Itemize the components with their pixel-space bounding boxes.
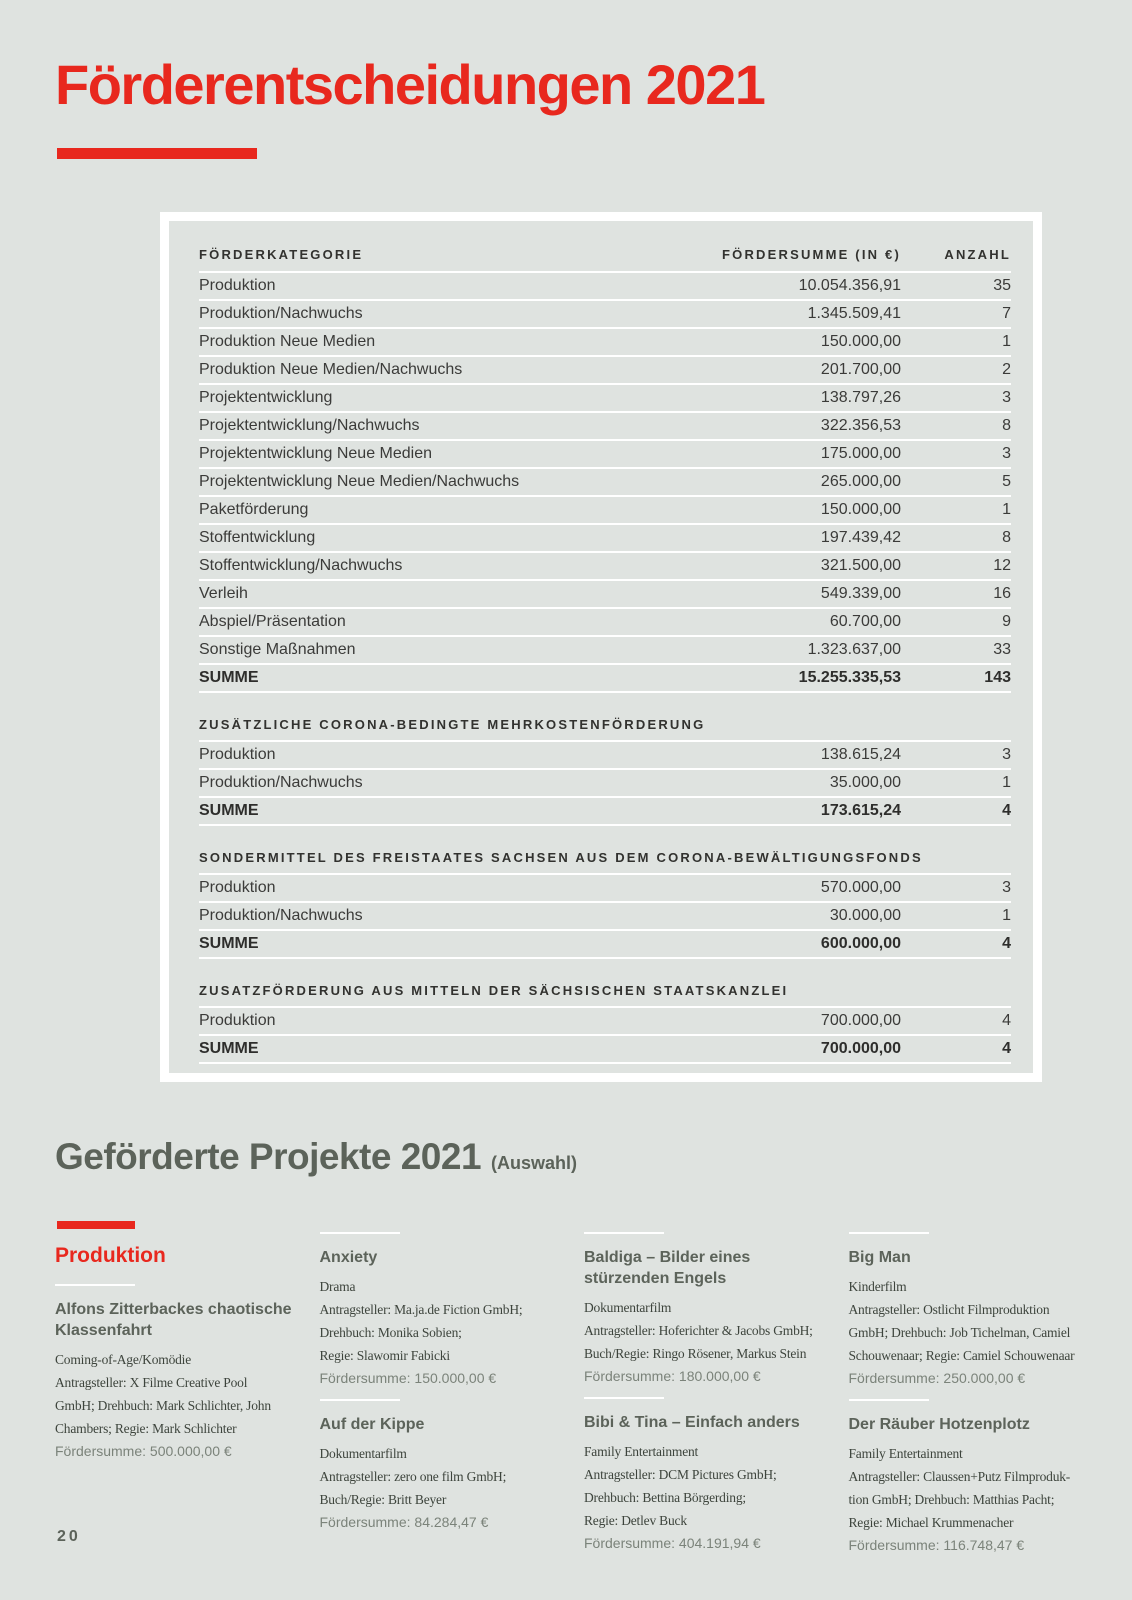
project-title-line: Bibi & Tina – Einfach anders bbox=[584, 1414, 800, 1431]
table-cell-category: Produktion/Nachwuchs bbox=[199, 774, 363, 791]
table-cell-count: 9 bbox=[1002, 613, 1011, 630]
table-cell-sum: 321.500,00 bbox=[820, 557, 901, 574]
project-genre: Family Entertainment bbox=[584, 1444, 699, 1459]
project-genre: Dokumentarfilm bbox=[319, 1446, 407, 1461]
table-cell-category: Paketförderung bbox=[199, 501, 309, 518]
project-funding: Fördersumme: 150.000,00 € bbox=[319, 1370, 497, 1386]
table-row bbox=[199, 1008, 1011, 1036]
table-cell-category: Verleih bbox=[199, 585, 248, 602]
table-cell-sum: 700.000,00 bbox=[820, 1012, 901, 1029]
project-credit-line: Antragsteller: Claussen+Putz Filmproduk- bbox=[848, 1469, 1071, 1484]
table-cell-count: 1 bbox=[1002, 333, 1011, 350]
page-title: Förderentscheidungen 2021 bbox=[55, 53, 765, 116]
project-title-line: Der Räuber Hotzenplotz bbox=[848, 1416, 1030, 1433]
page-number: 20 bbox=[57, 1528, 81, 1545]
table-cell-sum: 570.000,00 bbox=[820, 879, 901, 896]
table-cell-category: Sonstige Maßnahmen bbox=[199, 641, 356, 658]
projects-title-text: Geförderte Projekte 2021 bbox=[55, 1136, 482, 1177]
table-cell-sum: 138.797,26 bbox=[820, 389, 901, 406]
table-cell-category: Produktion bbox=[199, 277, 276, 294]
table-cell-count: 1 bbox=[1002, 774, 1011, 791]
project-funding: Fördersumme: 84.284,47 € bbox=[319, 1514, 489, 1530]
project-genre: Drama bbox=[319, 1279, 356, 1294]
table-cell-category: Abspiel/Präsentation bbox=[199, 613, 346, 630]
project-divider-rule bbox=[320, 1232, 400, 1234]
project-credit-line: Antragsteller: zero one film GmbH; bbox=[319, 1469, 507, 1484]
table-cell-sum: 197.439,42 bbox=[820, 529, 901, 546]
project-category-heading: Produktion bbox=[55, 1244, 166, 1267]
project-title bbox=[849, 1414, 1090, 1435]
table-section-title: ZUSÄTZLICHE CORONA-BEDINGTE MEHRKOSTENFÖRDERUNG bbox=[199, 711, 1011, 742]
project-title-line: Baldiga – Bilder eines bbox=[584, 1249, 751, 1266]
project-entry bbox=[584, 1412, 825, 1555]
projects-column bbox=[320, 1232, 561, 1566]
table-total-row bbox=[199, 1036, 1011, 1064]
table-cell-category: Produktion Neue Medien bbox=[199, 333, 376, 350]
table-cell-category: SUMME bbox=[199, 802, 259, 819]
table-cell-count: 4 bbox=[1002, 1012, 1011, 1029]
project-credit-line: Drehbuch: Monika Sobien; bbox=[319, 1325, 462, 1340]
project-title bbox=[320, 1247, 561, 1268]
table-cell-count: 33 bbox=[993, 641, 1011, 658]
table-cell-count: 1 bbox=[1002, 907, 1011, 924]
table-cell-count: 143 bbox=[984, 669, 1011, 686]
project-credit-line: tion GmbH; Drehbuch: Matthias Pacht; bbox=[848, 1492, 1055, 1507]
table-row bbox=[199, 637, 1011, 665]
project-title bbox=[55, 1299, 296, 1341]
table-cell-sum: 15.255.335,53 bbox=[798, 669, 901, 686]
table-row bbox=[199, 329, 1011, 357]
projects-grid bbox=[55, 1232, 1089, 1566]
project-credit-line: Antragsteller: X Filme Creative Pool bbox=[55, 1375, 248, 1390]
table-section-title: ZUSATZFÖRDERUNG AUS MITTELN DER SÄCHSISCHEN STAATSKANZLEI bbox=[199, 977, 1011, 1008]
project-entry bbox=[55, 1299, 296, 1463]
project-title-line: Alfons Zitterbackes chaotische bbox=[55, 1301, 292, 1318]
table-cell-count: 3 bbox=[1002, 746, 1011, 763]
project-credit-line: Drehbuch: Bettina Börgerding; bbox=[584, 1490, 746, 1505]
table-cell-count: 4 bbox=[1002, 935, 1011, 952]
projects-section-title bbox=[55, 1136, 577, 1178]
project-genre: Kinderfilm bbox=[848, 1279, 907, 1294]
project-credit-line: GmbH; Drehbuch: Mark Schlichter, John bbox=[55, 1398, 271, 1413]
table-cell-count: 16 bbox=[993, 585, 1011, 602]
project-credit-line: Chambers; Regie: Mark Schlichter bbox=[55, 1421, 237, 1436]
table-cell-category: Stoffentwicklung bbox=[199, 529, 316, 546]
table-cell-sum: 10.054.356,91 bbox=[798, 277, 901, 294]
project-funding: Fördersumme: 250.000,00 € bbox=[848, 1370, 1026, 1386]
table-cell-category: Produktion/Nachwuchs bbox=[199, 305, 363, 322]
table-row bbox=[199, 609, 1011, 637]
table-total-row bbox=[199, 931, 1011, 959]
table-cell-sum: 35.000,00 bbox=[829, 774, 901, 791]
table-cell-sum: 1.345.509,41 bbox=[807, 305, 901, 322]
table-row bbox=[199, 770, 1011, 798]
table-cell-sum: 549.339,00 bbox=[820, 585, 901, 602]
projects-column bbox=[584, 1232, 825, 1566]
project-credit-line: Regie: Slawomir Fabicki bbox=[319, 1348, 450, 1363]
table-cell-count: 4 bbox=[1002, 1040, 1011, 1057]
project-funding: Fördersumme: 180.000,00 € bbox=[584, 1368, 761, 1384]
table-total-row bbox=[199, 665, 1011, 693]
column-header-count: ANZAHL bbox=[944, 247, 1011, 262]
table-row bbox=[199, 385, 1011, 413]
table-cell-sum: 175.000,00 bbox=[820, 445, 901, 462]
project-divider-rule bbox=[849, 1232, 929, 1234]
project-title bbox=[320, 1414, 561, 1435]
table-cell-sum: 60.700,00 bbox=[829, 613, 901, 630]
table-cell-category: Produktion bbox=[199, 1012, 276, 1029]
project-funding: Fördersumme: 404.191,94 € bbox=[584, 1535, 761, 1551]
table-row bbox=[199, 413, 1011, 441]
projects-column bbox=[849, 1232, 1090, 1566]
project-title bbox=[584, 1412, 825, 1433]
table-cell-count: 35 bbox=[993, 277, 1011, 294]
table-cell-count: 8 bbox=[1002, 417, 1011, 434]
table-cell-count: 8 bbox=[1002, 529, 1011, 546]
project-divider-rule bbox=[584, 1232, 664, 1234]
table-cell-count: 3 bbox=[1002, 389, 1011, 406]
table-cell-category: Produktion/Nachwuchs bbox=[199, 907, 363, 924]
projects-subtitle: (Auswahl) bbox=[491, 1153, 578, 1173]
table-cell-count: 3 bbox=[1002, 445, 1011, 462]
project-genre: Dokumentarfilm bbox=[584, 1300, 672, 1315]
title-rule bbox=[57, 148, 257, 159]
project-entry bbox=[584, 1247, 825, 1388]
table-cell-category: Projektentwicklung Neue Medien bbox=[199, 445, 433, 462]
table-row bbox=[199, 903, 1011, 931]
projects-title-rule bbox=[57, 1221, 135, 1229]
project-credit-line: Antragsteller: Ma.ja.de Fiction GmbH; bbox=[319, 1302, 523, 1317]
table-section-title: SONDERMITTEL DES FREISTAATES SACHSEN AUS DEM CORONA-BEWÄLTIGUNGSFONDS bbox=[199, 844, 1011, 875]
project-title bbox=[584, 1247, 825, 1289]
table-cell-category: Projektentwicklung bbox=[199, 389, 333, 406]
project-divider-rule bbox=[849, 1399, 929, 1401]
table-cell-category: Projektentwicklung Neue Medien/Nachwuchs bbox=[199, 473, 520, 490]
column-header-category: FÖRDERKATEGORIE bbox=[199, 247, 364, 262]
table-cell-sum: 600.000,00 bbox=[820, 935, 901, 952]
table-cell-category: Stoffentwicklung/Nachwuchs bbox=[199, 557, 403, 574]
table-cell-category: Projektentwicklung/Nachwuchs bbox=[199, 417, 420, 434]
table-cell-sum: 265.000,00 bbox=[820, 473, 901, 490]
table-row bbox=[199, 357, 1011, 385]
table-total-row bbox=[199, 798, 1011, 826]
table-row bbox=[199, 525, 1011, 553]
table-cell-category: SUMME bbox=[199, 669, 259, 686]
project-credit-line: Schouwenaar; Regie: Camiel Schouwenaar bbox=[848, 1348, 1075, 1363]
table-row bbox=[199, 441, 1011, 469]
table-cell-category: SUMME bbox=[199, 935, 259, 952]
table-cell-category: Produktion bbox=[199, 879, 276, 896]
table-row bbox=[199, 469, 1011, 497]
project-credit-line: Antragsteller: Ostlicht Filmproduktion bbox=[848, 1302, 1050, 1317]
project-title-line: stürzenden Engels bbox=[584, 1270, 727, 1287]
table-cell-sum: 138.615,24 bbox=[820, 746, 901, 763]
table-cell-sum: 150.000,00 bbox=[820, 501, 901, 518]
table-cell-count: 7 bbox=[1002, 305, 1011, 322]
table-cell-sum: 201.700,00 bbox=[820, 361, 901, 378]
project-credit-line: Regie: Detlev Buck bbox=[584, 1513, 687, 1528]
table-cell-count: 3 bbox=[1002, 879, 1011, 896]
table-cell-count: 5 bbox=[1002, 473, 1011, 490]
project-entry bbox=[849, 1247, 1090, 1390]
table-row bbox=[199, 273, 1011, 301]
project-title-line: Klassenfahrt bbox=[55, 1322, 152, 1339]
table-cell-count: 2 bbox=[1002, 361, 1011, 378]
funding-table bbox=[160, 212, 1042, 1082]
table-cell-category: Produktion Neue Medien/Nachwuchs bbox=[199, 361, 463, 378]
project-title bbox=[849, 1247, 1090, 1268]
table-row bbox=[199, 301, 1011, 329]
table-cell-category: Produktion bbox=[199, 746, 276, 763]
table-cell-sum: 30.000,00 bbox=[829, 907, 901, 924]
table-header-row bbox=[199, 247, 1011, 273]
table-row bbox=[199, 875, 1011, 903]
project-genre: Family Entertainment bbox=[848, 1446, 963, 1461]
project-divider-rule bbox=[55, 1284, 135, 1286]
project-title-line: Anxiety bbox=[319, 1249, 378, 1266]
project-title-line: Big Man bbox=[848, 1249, 911, 1266]
project-entry bbox=[320, 1414, 561, 1534]
table-cell-sum: 173.615,24 bbox=[820, 802, 901, 819]
table-cell-count: 4 bbox=[1002, 802, 1011, 819]
project-genre: Coming-of-Age/Komödie bbox=[55, 1352, 192, 1367]
table-cell-sum: 150.000,00 bbox=[820, 333, 901, 350]
table-cell-count: 12 bbox=[993, 557, 1011, 574]
project-title-line: Auf der Kippe bbox=[319, 1416, 425, 1433]
project-funding: Fördersumme: 116.748,47 € bbox=[848, 1537, 1025, 1553]
table-cell-count: 1 bbox=[1002, 501, 1011, 518]
project-credit-line: GmbH; Drehbuch: Job Tichelman, Camiel bbox=[848, 1325, 1071, 1340]
projects-column bbox=[55, 1232, 296, 1566]
project-entry bbox=[849, 1414, 1090, 1557]
project-divider-rule bbox=[584, 1397, 664, 1399]
project-funding: Fördersumme: 500.000,00 € bbox=[55, 1443, 232, 1459]
table-row bbox=[199, 497, 1011, 525]
table-row bbox=[199, 742, 1011, 770]
table-cell-sum: 322.356,53 bbox=[820, 417, 901, 434]
table-cell-sum: 1.323.637,00 bbox=[807, 641, 901, 658]
table-cell-sum: 700.000,00 bbox=[820, 1040, 901, 1057]
table-body bbox=[199, 273, 1011, 1064]
project-credit-line: Buch/Regie: Britt Beyer bbox=[319, 1492, 447, 1507]
project-entry bbox=[320, 1247, 561, 1390]
table-cell-category: SUMME bbox=[199, 1040, 259, 1057]
project-credit-line: Buch/Regie: Ringo Rösener, Markus Stein bbox=[584, 1346, 807, 1361]
column-header-sum: FÖRDERSUMME (IN €) bbox=[722, 247, 901, 262]
project-credit-line: Antragsteller: DCM Pictures GmbH; bbox=[584, 1467, 777, 1482]
project-credit-line: Antragsteller: Hoferichter & Jacobs GmbH; bbox=[584, 1323, 813, 1338]
table-row bbox=[199, 581, 1011, 609]
project-divider-rule bbox=[320, 1399, 400, 1401]
project-credit-line: Regie: Michael Krummenacher bbox=[848, 1515, 1014, 1530]
table-row bbox=[199, 553, 1011, 581]
